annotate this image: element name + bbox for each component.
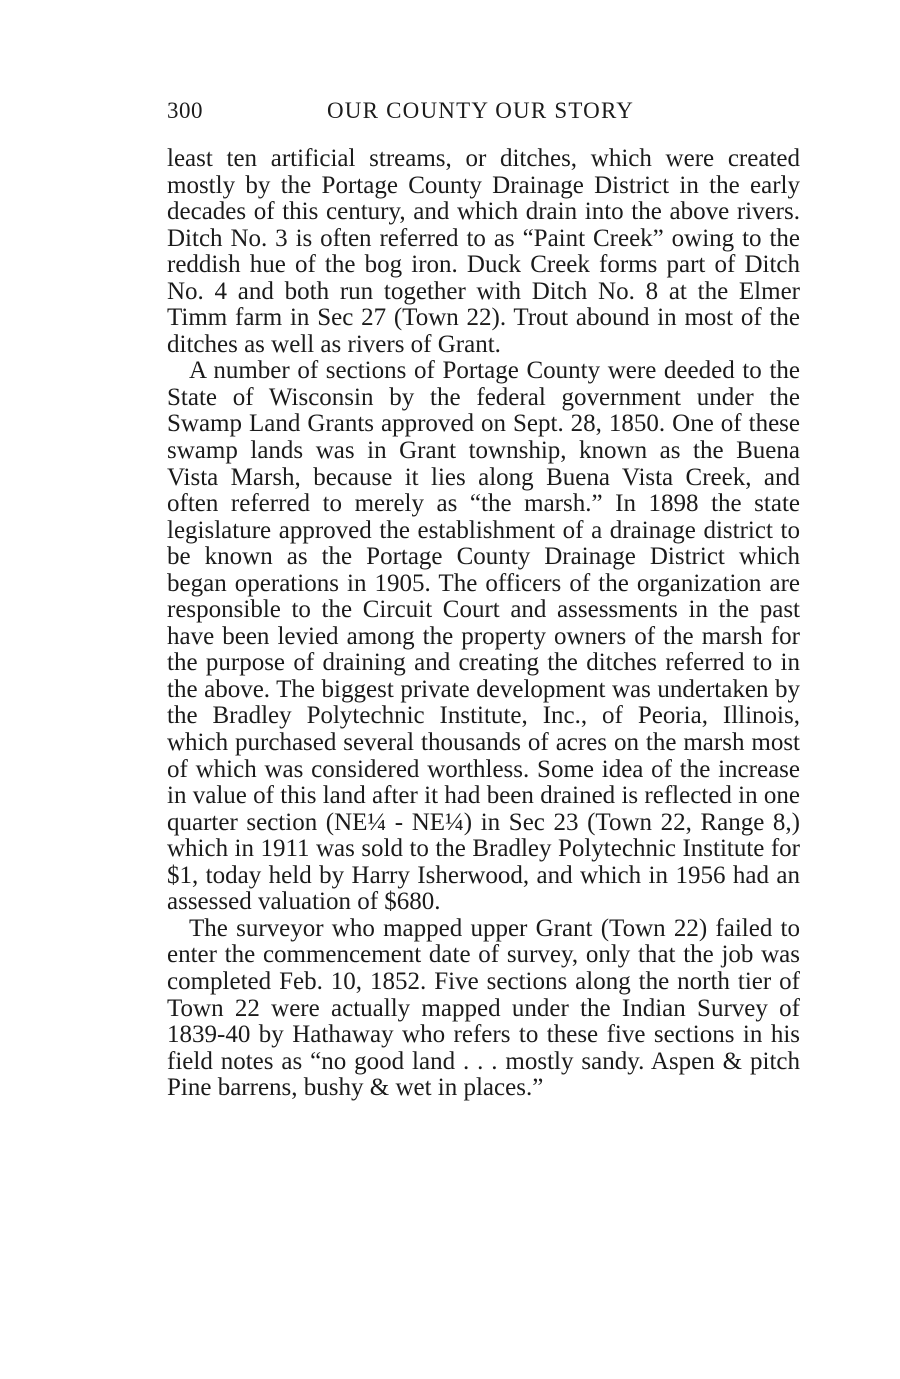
running-title: OUR COUNTY OUR STORY bbox=[327, 98, 635, 123]
paragraph-2: A number of sections of Portage County were deeded to the State of Wisconsin by the federal government under the Swamp Land Grants approved on Sept. 28, 1850. One of these swamp lands was in Grant township, known as the Buena Vista Marsh, because it lies along Buena Vista Creek, and often referred to merely as “the marsh.” In 1898 the state legislature approved the establishment of a drainage district to be known as the Portage County Drainage District which began operations in 1905. The officers of the organization are responsible to the Circuit Court and assessments in the past have been levied among the property owners of the marsh for the purpose of draining and creating the ditches referred to in the above. The biggest private development was undertaken by the Bradley Polytechnic Institute, Inc., of Peoria, Illinois, which purchased several thousands of acres on the marsh most of which was considered worthless. Some idea of the increase in value of this land after it had been drained is reflected in one quarter section (NE¼ - NE¼) in Sec 23 (Town 22, Range 8,) which in 1911 was sold to the Bradley Polytechnic Institute for $1, today held by Harry Isherwood, and which in 1956 had an assessed valuation of $680. bbox=[167, 357, 800, 916]
book-page bbox=[167, 92, 800, 1102]
paragraph-3: The surveyor who mapped upper Grant (Town 22) failed to enter the commencement date of survey, only that the job was completed Feb. 10, 1852. Five sections along the north tier of Town 22 were actually mapped under the Indian Survey of 1839-40 by Hathaway who refers to these five sections in his field notes as “no good land . . . mostly sandy. Aspen & pitch Pine barrens, bushy & wet in places.” bbox=[167, 914, 800, 1102]
page-number: 300 bbox=[167, 98, 203, 123]
paragraph-1: least ten artificial streams, or ditches, which were created mostly by the Portage County Drainage District in the early decades of this century, and which drain into the above rivers. Ditch No. 3 is often referred to as “Paint Creek” owing to the reddish hue of the bog iron. Duck Creek forms part of Ditch No. 4 and both run together with Ditch No. 8 at the Elmer Timm farm in Sec 27 (Town 22). Trout abound in most of the ditches as well as rivers of Grant. bbox=[167, 145, 800, 358]
body-text bbox=[167, 146, 800, 1102]
running-head bbox=[167, 92, 800, 134]
